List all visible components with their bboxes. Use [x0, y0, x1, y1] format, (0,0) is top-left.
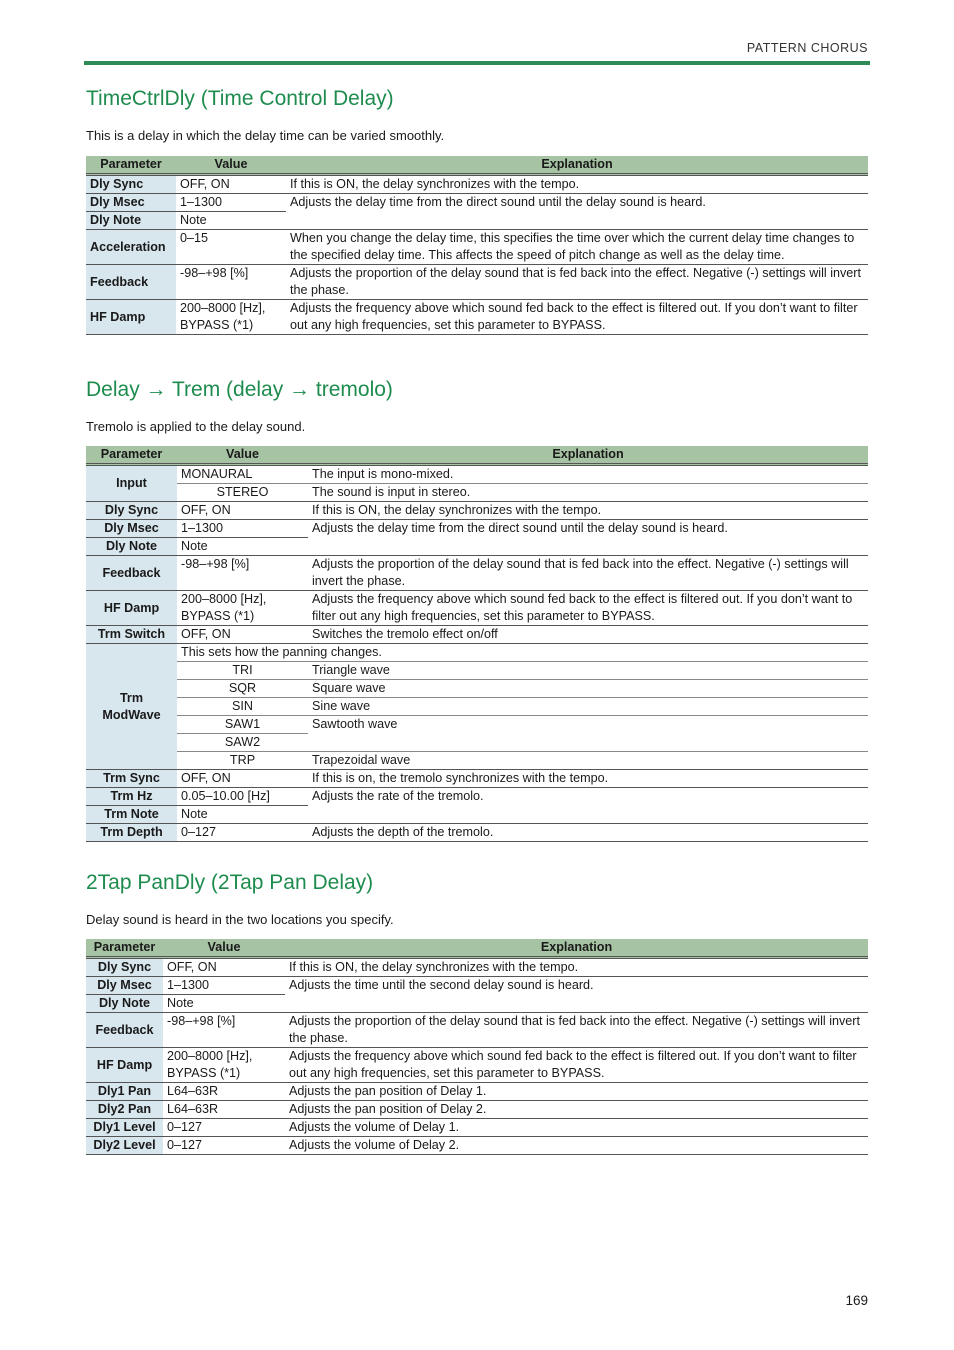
- param-value: SIN: [177, 698, 308, 716]
- section-delay-trem: [86, 377, 868, 839]
- param-value: TRI: [177, 662, 308, 680]
- running-header: PATTERN CHORUS: [746, 41, 868, 55]
- param-value: SQR: [177, 680, 308, 698]
- header-rule: [84, 61, 870, 65]
- table-row: [86, 977, 868, 995]
- table-row: [86, 502, 868, 520]
- param-explanation: The input is mono-mixed.: [308, 465, 868, 484]
- param-name: Dly Sync: [86, 958, 163, 977]
- param-name: Input: [86, 465, 177, 502]
- table-row: [86, 824, 868, 842]
- parameter-table: [86, 939, 868, 1155]
- table-row: [86, 265, 868, 300]
- param-explanation: Adjusts the delay time from the direct sound until the delay sound is heard.: [308, 520, 868, 556]
- param-value: 0–127: [163, 1137, 285, 1155]
- param-value: STEREO: [177, 484, 308, 502]
- param-explanation: Adjusts the volume of Delay 1.: [285, 1119, 868, 1137]
- param-name: Feedback: [86, 556, 177, 591]
- param-value: Note: [177, 806, 308, 824]
- table-header-row: [86, 446, 868, 465]
- column-header: Parameter: [86, 156, 176, 175]
- param-value: L64–63R: [163, 1101, 285, 1119]
- table-row: [86, 1048, 868, 1083]
- param-value: -98–+98 [%]: [176, 265, 286, 300]
- section-description: Tremolo is applied to the delay sound.: [86, 419, 306, 434]
- param-name: Dly Note: [86, 212, 176, 230]
- table-row: [86, 626, 868, 644]
- column-header: Value: [177, 446, 308, 465]
- param-value: -98–+98 [%]: [163, 1013, 285, 1048]
- param-value: Note: [176, 212, 286, 230]
- param-value: 1–1300: [177, 520, 308, 538]
- param-name: Dly Note: [86, 995, 163, 1013]
- column-header: Parameter: [86, 939, 163, 958]
- table-row: [86, 752, 868, 770]
- param-explanation: Adjusts the proportion of the delay sound that is fed back into the effect. Negative (-) settings will invert the phase.: [285, 1013, 868, 1048]
- param-value: OFF, ON: [177, 626, 308, 644]
- page-number: 169: [845, 1293, 868, 1308]
- param-value: OFF, ON: [163, 958, 285, 977]
- table-row: [86, 300, 868, 335]
- param-explanation: If this is ON, the delay synchronizes with the tempo.: [286, 175, 868, 194]
- table-row: [86, 788, 868, 806]
- param-value: OFF, ON: [177, 502, 308, 520]
- param-name: HF Damp: [86, 1048, 163, 1083]
- table-row: [86, 520, 868, 538]
- table-row: [86, 1013, 868, 1048]
- param-explanation: If this is ON, the delay synchronizes with the tempo.: [308, 502, 868, 520]
- param-value: 0–127: [177, 824, 308, 842]
- table-row: [86, 1119, 868, 1137]
- param-name: Dly Msec: [86, 977, 163, 995]
- param-name: Dly Msec: [86, 194, 176, 212]
- section-title: TimeCtrlDly (Time Control Delay): [86, 87, 394, 110]
- param-explanation: Adjusts the delay time from the direct sound until the delay sound is heard.: [286, 194, 868, 230]
- table-row: [86, 230, 868, 265]
- section-title: Delay → Trem (delay → tremolo): [86, 378, 393, 401]
- table-row: [86, 465, 868, 484]
- table-row: [86, 770, 868, 788]
- param-value: OFF, ON: [177, 770, 308, 788]
- param-name: Trm Hz: [86, 788, 177, 806]
- param-explanation: Adjusts the proportion of the delay sound that is fed back into the effect. Negative (-) settings will invert the phase.: [286, 265, 868, 300]
- param-value: -98–+98 [%]: [177, 556, 308, 591]
- table-row: [86, 716, 868, 734]
- table-row: [86, 958, 868, 977]
- param-name: Dly Sync: [86, 502, 177, 520]
- section-title: 2Tap PanDly (2Tap Pan Delay): [86, 871, 374, 894]
- param-explanation: Sawtooth wave: [308, 716, 868, 752]
- param-value: L64–63R: [163, 1083, 285, 1101]
- param-value: 0–127: [163, 1119, 285, 1137]
- param-explanation: Trapezoidal wave: [308, 752, 868, 770]
- column-header: Value: [163, 939, 285, 958]
- param-explanation: Adjusts the frequency above which sound fed back to the effect is filtered out. If you don’t want to filter out any high frequencies, set this parameter to BYPASS.: [286, 300, 868, 335]
- column-header: Parameter: [86, 446, 177, 465]
- section-timectrldly: [86, 86, 868, 332]
- table-row: [86, 1101, 868, 1119]
- param-value: MONAURAL: [177, 465, 308, 484]
- param-name: Trm Depth: [86, 824, 177, 842]
- param-value: 0.05–10.00 [Hz]: [177, 788, 308, 806]
- param-name: Dly2 Pan: [86, 1101, 163, 1119]
- param-value: 1–1300: [176, 194, 286, 212]
- table-row: [86, 175, 868, 194]
- param-explanation: If this is on, the tremolo synchronizes with the tempo.: [308, 770, 868, 788]
- param-name: Trm Note: [86, 806, 177, 824]
- param-name: Dly Note: [86, 538, 177, 556]
- param-explanation: Adjusts the rate of the tremolo.: [308, 788, 868, 824]
- param-value: Note: [177, 538, 308, 556]
- section-description: Delay sound is heard in the two locations you specify.: [86, 912, 394, 927]
- table-header-row: [86, 156, 868, 175]
- table-header-row: [86, 939, 868, 958]
- section-description: This is a delay in which the delay time can be varied smoothly.: [86, 128, 445, 143]
- table-row: [86, 644, 868, 662]
- param-value: SAW2: [177, 734, 308, 752]
- param-explanation: Switches the tremolo effect on/off: [308, 626, 868, 644]
- table-row: [86, 698, 868, 716]
- column-header: Explanation: [286, 156, 868, 175]
- param-name: Dly1 Pan: [86, 1083, 163, 1101]
- param-value: SAW1: [177, 716, 308, 734]
- param-name: Trm Switch: [86, 626, 177, 644]
- table-row: [86, 484, 868, 502]
- param-explanation: Adjusts the frequency above which sound fed back to the effect is filtered out. If you don’t want to filter out any high frequencies, set this parameter to BYPASS.: [285, 1048, 868, 1083]
- table-row: [86, 1083, 868, 1101]
- param-name: Feedback: [86, 265, 176, 300]
- param-explanation: Adjusts the time until the second delay sound is heard.: [285, 977, 868, 1013]
- parameter-table: [86, 156, 868, 335]
- param-explanation: Adjusts the frequency above which sound fed back to the effect is filtered out. If you don’t want to filter out any high frequencies, set this parameter to BYPASS.: [308, 591, 868, 626]
- param-explanation: This sets how the panning changes.: [177, 644, 868, 662]
- table-row: [86, 194, 868, 212]
- param-value: Note: [163, 995, 285, 1013]
- parameter-table: [86, 446, 868, 842]
- param-explanation: Square wave: [308, 680, 868, 698]
- param-value: TRP: [177, 752, 308, 770]
- param-value: 200–8000 [Hz], BYPASS (*1): [176, 300, 286, 335]
- table-row: [86, 680, 868, 698]
- column-header: Value: [176, 156, 286, 175]
- param-value: OFF, ON: [176, 175, 286, 194]
- param-name: Trm ModWave: [86, 644, 177, 770]
- column-header: Explanation: [285, 939, 868, 958]
- param-explanation: When you change the delay time, this specifies the time over which the current delay time changes to the specified delay time. This affects the speed of pitch change as well as the delay time.: [286, 230, 868, 265]
- param-name: Feedback: [86, 1013, 163, 1048]
- param-explanation: Adjusts the pan position of Delay 2.: [285, 1101, 868, 1119]
- param-explanation: Adjusts the proportion of the delay sound that is fed back into the effect. Negative (-) settings will invert the phase.: [308, 556, 868, 591]
- param-name: HF Damp: [86, 591, 177, 626]
- table-row: [86, 662, 868, 680]
- param-name: Trm Sync: [86, 770, 177, 788]
- param-value: 200–8000 [Hz], BYPASS (*1): [177, 591, 308, 626]
- param-value: 0–15: [176, 230, 286, 265]
- param-explanation: Adjusts the pan position of Delay 1.: [285, 1083, 868, 1101]
- param-name: Dly2 Level: [86, 1137, 163, 1155]
- table-row: [86, 591, 868, 626]
- param-name: HF Damp: [86, 300, 176, 335]
- param-value: 200–8000 [Hz], BYPASS (*1): [163, 1048, 285, 1083]
- param-explanation: Sine wave: [308, 698, 868, 716]
- param-name: Dly Msec: [86, 520, 177, 538]
- param-value: 1–1300: [163, 977, 285, 995]
- section-2tap-pandly: [86, 870, 868, 1152]
- column-header: Explanation: [308, 446, 868, 465]
- param-name: Acceleration: [86, 230, 176, 265]
- table-row: [86, 556, 868, 591]
- param-explanation: Triangle wave: [308, 662, 868, 680]
- param-explanation: Adjusts the depth of the tremolo.: [308, 824, 868, 842]
- table-row: [86, 1137, 868, 1155]
- param-explanation: Adjusts the volume of Delay 2.: [285, 1137, 868, 1155]
- param-name: Dly1 Level: [86, 1119, 163, 1137]
- param-explanation: The sound is input in stereo.: [308, 484, 868, 502]
- param-explanation: If this is ON, the delay synchronizes with the tempo.: [285, 958, 868, 977]
- param-name: Dly Sync: [86, 175, 176, 194]
